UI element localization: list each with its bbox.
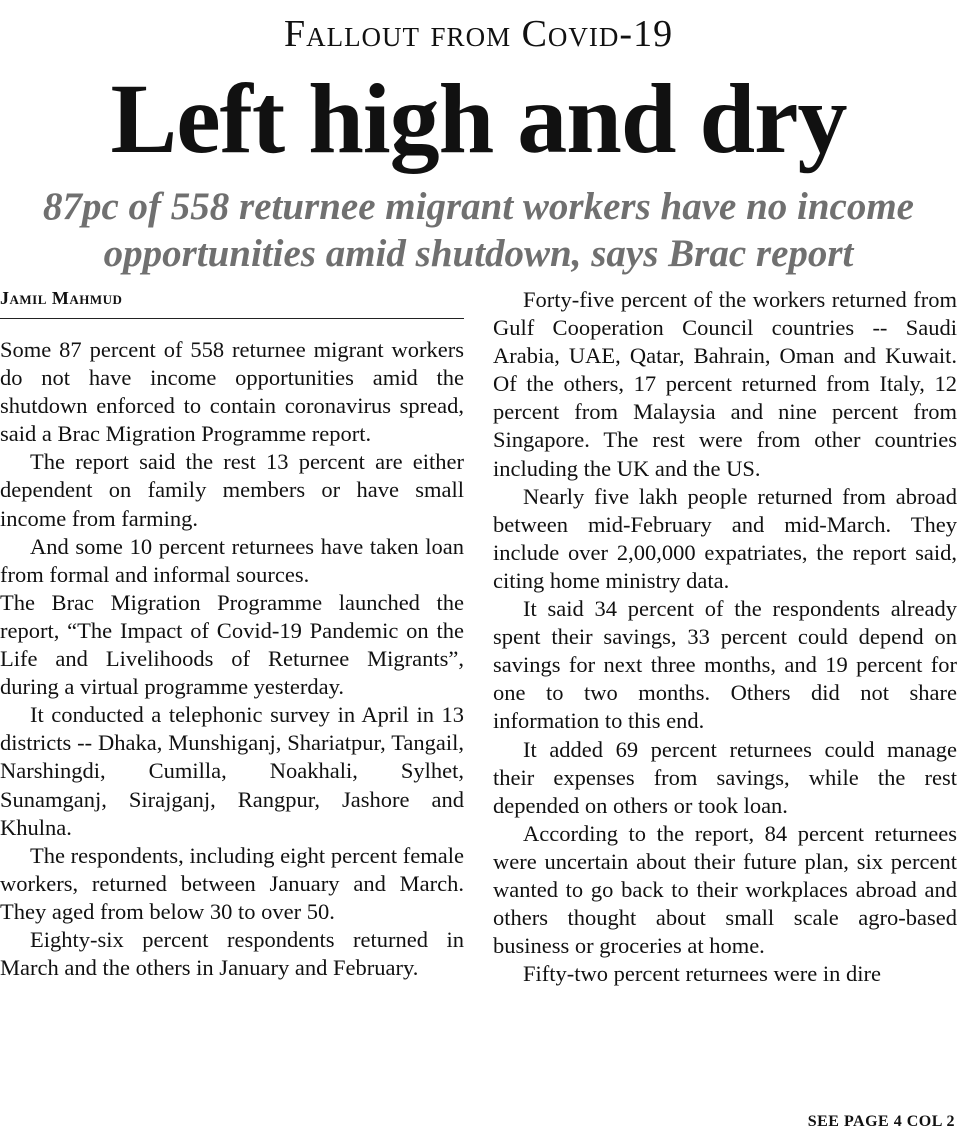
paragraph: The respondents, including eight percent female workers, returned between January and March. They aged from below 30 to over 50. xyxy=(0,842,464,924)
paragraph: It added 69 percent returnees could manage their expenses from savings, while the rest depended on others or took loan. xyxy=(493,736,957,818)
paragraph: Fifty-two percent returnees were in dire xyxy=(523,961,881,987)
byline: Jamil Mahmud xyxy=(0,288,464,319)
headline: Left high and dry xyxy=(110,63,847,174)
paragraph: According to the report, 84 percent returnees were uncertain about their future plan, six percent wanted to go back to their workplaces abroad and others thought about small scale agro-based business or groceries at home. xyxy=(493,820,957,959)
article-column-right xyxy=(493,286,957,988)
paragraph: Forty-five percent of the workers returned from Gulf Cooperation Council countries -- Saudi Arabia, UAE, Qatar, Bahrain, Oman and Kuwait. Of the others, 17 percent returned from Italy, 12 percent from Malaysia and nine percent from Singapore. The rest were from other countries including the UK and the US. xyxy=(493,287,957,481)
paragraph: The Brac Migration Programme launched the report, “The Impact of Covid-19 Pandemic on the Life and Livelihoods of Returnee Migrants”, during a virtual programme yesterday. xyxy=(0,589,464,700)
paragraph: And some 10 percent returnees have taken loan from formal and informal sources. xyxy=(0,533,464,587)
paragraph: The report said the rest 13 percent are either dependent on family members or have small income from farming. xyxy=(0,449,464,531)
subheadline: 87pc of 558 returnee migrant workers have no income opportunities amid shutdown, says Brac report xyxy=(42,185,914,275)
article-column-left xyxy=(0,336,464,982)
continuation-jump-line: SEE PAGE 4 COL 2 xyxy=(807,1113,955,1130)
paragraph: It conducted a telephonic survey in April in 13 districts -- Dhaka, Munshiganj, Shariatpur, Tangail, Narshingdi, Cumilla, Noakhali, Sylhet, Sunamganj, Sirajganj, Rangpur, Jashore and Khulna. xyxy=(0,702,464,840)
paragraph: Nearly five lakh people returned from abroad between mid-February and mid-March. They include over 2,00,000 expatriates, the report said, citing home ministry data. xyxy=(493,483,957,593)
paragraph: It said 34 percent of the respondents already spent their savings, 33 percent could depend on savings for next three months, and 19 percent for one to two months. Others did not share information to this end. xyxy=(493,596,957,734)
paragraph: Eighty-six percent respondents returned in March and the others in January and February. xyxy=(0,926,464,981)
paragraph: Some 87 percent of 558 returnee migrant workers do not have income opportunities amid the shutdown enforced to contain coronavirus spread, said a Brac Migration Programme report. xyxy=(0,337,464,447)
kicker: Fallout from Covid-19 xyxy=(283,13,674,55)
